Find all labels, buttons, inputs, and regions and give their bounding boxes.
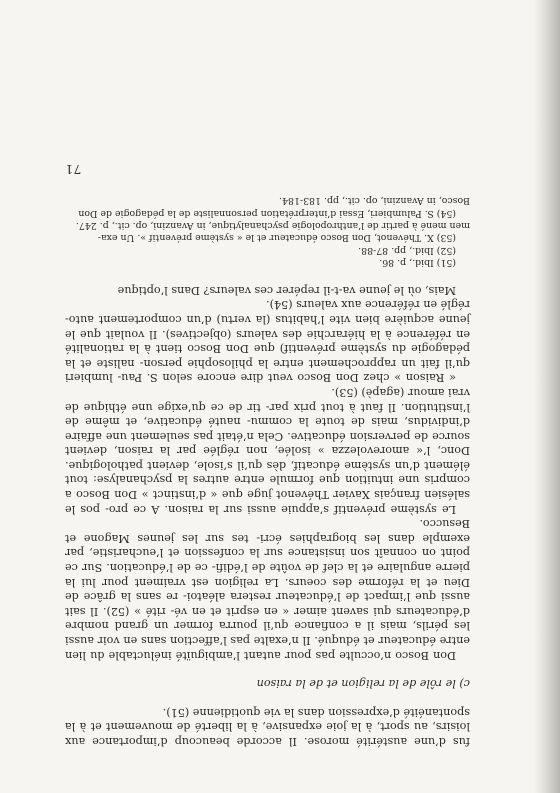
text-line: comportement auto-réglé en référence aux valeurs (54).: [65, 298, 470, 326]
footnote: (52) Ibid., pp. 87-88.: [358, 244, 456, 256]
text-line: Il voulait que le jeune acquière bien vite l’habitus (la vertu) d’un: [65, 312, 470, 341]
text-line: pas seulement une affaire d’individus, mais de toute la commu-: [65, 415, 470, 443]
text-line: lumbieri qu’il fait un rapprochement entre la philosophie person-: [65, 356, 470, 385]
text-line: loisirs, au sport, à la joie expansive, à la liberté de mouvement et: [86, 720, 470, 734]
text-line: du lien entre éducateur et éduqué. Il n’exalte pas l’affection sans: [65, 634, 470, 662]
text-line: confession et l’eucharistie, par exemple dans les biographies écri-: [64, 531, 470, 560]
text-line: rité » (52). Il sait aussi que l’impact de l’éducateur restera aléatoi-: [65, 590, 470, 618]
paragraph-continuation: [65, 704, 470, 748]
footnote: (54) S. Palumbieri, Essai d’interprétation personnaliste de la pédagogie de Don: [78, 207, 456, 219]
text-line: tes sur les jeunes Magone et Besucco.: [65, 517, 470, 545]
text-line: fus d’une austérité morose. Il accorde beaucoup d’importance aux: [65, 735, 470, 748]
text-line: Don Bosco a compris une intuition que formule entre autres la: [65, 473, 470, 502]
footnote-continuation: Bosco, in Avanzini, op. cit., pp. 183-184.: [279, 195, 470, 207]
text-line: Mais, où le jeune va-t-il repérer ces valeurs? Dans l’optique: [117, 283, 456, 297]
text-line: par la raison, devient source de perversion éducative. Cela n’était: [65, 429, 470, 458]
text-line: Don Bosco n’occulte pas pour autant l’ambiguïté inéluctable: [104, 648, 456, 662]
text-line: « Raison » chez Don Bosco veut dire encore selon S. Pau-: [112, 371, 456, 385]
text-line: tir de ce qu’exige une éthique de vrai amour (agapè) (53).: [65, 385, 470, 414]
text-line: en voir aussi les périls, mais il a confiance qu’il pourra former un: [65, 619, 470, 648]
text-line: à la spontanéité d’expression dans la vie quotidienne (51).: [65, 705, 470, 734]
paragraph: [65, 384, 470, 515]
text-line: psychanalyse: tout élément d’un système éducatif, dès qu’il s’isole,: [65, 458, 470, 487]
footnote: (51) Ibid., p. 86.: [379, 257, 456, 269]
text-line: re sans la grâce de Dieu et la réforme des coeurs. La religion est: [65, 575, 470, 604]
text-line: ce de l’éducation. Sur ce point on connaît son insistance sur la: [65, 546, 470, 575]
paragraph: [65, 297, 470, 385]
footnote: (53) X. Thévenot, Don Bosco éducateur et le « système préventif ». Un exa-: [97, 232, 456, 244]
text-line: pos le salésien français Xavier Thévenot juge que « d’instinct »: [65, 488, 470, 516]
text-line: Le système préventif s’appuie aussi sur la raison. A ce pro-: [99, 502, 456, 516]
page-number: 71: [65, 161, 82, 176]
paragraph: [65, 516, 470, 662]
footnotes: [65, 194, 470, 268]
text-line: naliste et la pédagogie du système préventif) que Don Bosco tient: [64, 342, 470, 370]
text-line: à la rationalité en référence à la hiérarchie des valeurs (objectives).: [65, 327, 470, 356]
text-line: grand nombre d’éducateurs qui savent aimer « en esprit et en vé-: [65, 604, 470, 633]
text-line: devient pathologique. Donc, l’« amorevolezza » isolée, non réglée: [65, 444, 470, 472]
paragraph: [65, 282, 470, 297]
text-line: vraiment pour lui la pierre angulaire et la clef de voûte de l’édifi-: [65, 561, 470, 589]
binding-shadow: [534, 0, 560, 793]
text-line: nauté éducative, et même de l’institution. Il faut à tout prix par-: [65, 400, 470, 429]
page-text: [65, 161, 470, 748]
section-subheading: c) le rôle de la religion et de la raison: [256, 677, 470, 691]
footnote-continuation: men mené à partir de l’anthropologie psychanalytique, in Avanzini, op. cit., p. 247.: [75, 219, 470, 231]
